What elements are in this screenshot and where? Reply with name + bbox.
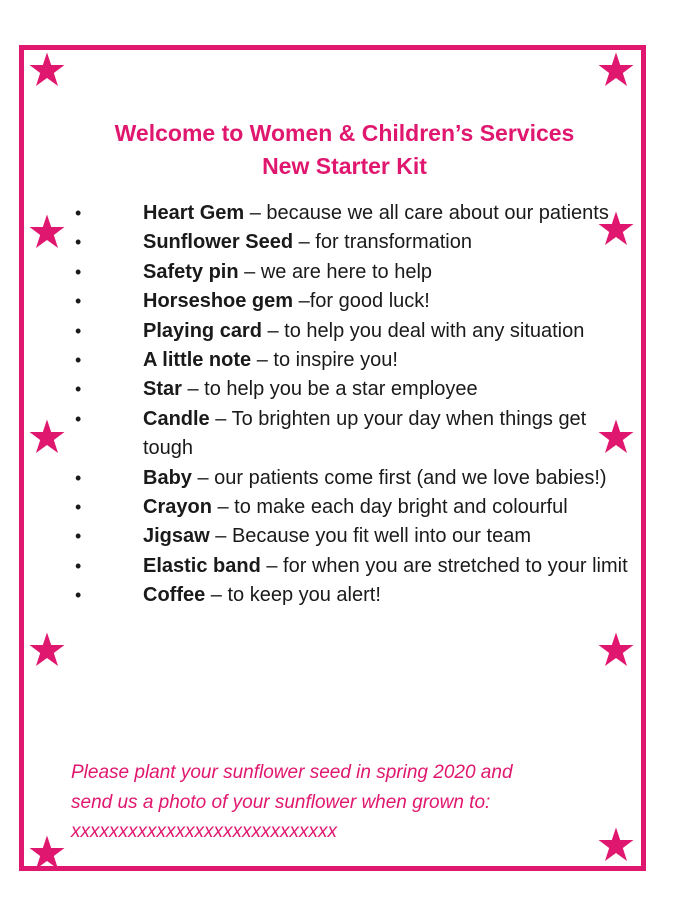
item-description: – for when you are stretched to your limit: [260, 554, 628, 577]
list-item: [70, 317, 630, 346]
star-icon: [28, 834, 66, 872]
item-description: – To brighten up your day when things get tough: [143, 407, 587, 460]
star-icon: [28, 51, 66, 89]
star-icon: [597, 631, 635, 669]
title-line-1: Welcome to Women & Children’s Services: [114, 120, 575, 146]
bullet-icon: •: [75, 408, 82, 429]
bullet-icon: •: [75, 320, 82, 341]
list-item: [70, 228, 630, 257]
list-item: [70, 258, 630, 287]
note-line-2: send us a photo of your sunflower when grown to:: [71, 791, 491, 813]
item-name: Coffee: [143, 584, 206, 607]
page-title: [0, 117, 689, 183]
item-name: Elastic band: [143, 554, 261, 577]
item-description: – to help you be a star employee: [181, 378, 478, 401]
item-name: A little note: [143, 349, 252, 372]
item-name: Star: [143, 378, 182, 401]
item-description: – to help you deal with any situation: [261, 319, 585, 342]
bullet-icon: •: [75, 467, 82, 488]
item-description: – Because you fit well into our team: [209, 525, 531, 548]
list-item: [70, 405, 630, 464]
item-name: Playing card: [143, 319, 262, 342]
star-icon: [597, 51, 635, 89]
list-item: [70, 375, 630, 404]
item-description: – we are here to help: [238, 260, 433, 283]
bullet-icon: •: [75, 526, 82, 547]
kit-item-list: [70, 199, 630, 611]
item-name: Heart Gem: [143, 202, 245, 224]
item-name: Sunflower Seed: [143, 231, 294, 254]
item-name: Candle: [143, 407, 210, 430]
list-item: [70, 464, 630, 493]
item-description: – to inspire you!: [251, 349, 398, 372]
bullet-icon: •: [75, 379, 82, 400]
list-item: [70, 552, 630, 581]
item-description: – for transformation: [293, 231, 472, 254]
list-item: [70, 493, 630, 522]
item-name: Baby: [143, 466, 192, 489]
list-item: [70, 581, 630, 610]
bullet-icon: •: [75, 497, 82, 518]
list-item: [70, 346, 630, 375]
bullet-icon: •: [75, 203, 82, 223]
star-icon: [28, 213, 66, 251]
star-icon: [28, 418, 66, 456]
item-description: – because we all care about our patients: [244, 202, 609, 224]
bullet-icon: •: [75, 261, 82, 282]
sunflower-note: [71, 758, 631, 847]
note-line-1: Please plant your sunflower seed in spring 2020 and: [71, 762, 513, 783]
bullet-icon: •: [75, 291, 82, 312]
item-name: Horseshoe gem: [143, 290, 294, 313]
star-icon: [28, 631, 66, 669]
item-name: Crayon: [143, 496, 212, 519]
bullet-icon: •: [75, 555, 82, 576]
list-item: [70, 199, 630, 228]
title-line-2: New Starter Kit: [262, 153, 427, 179]
bullet-icon: •: [75, 232, 82, 253]
item-description: – our patients come first (and we love babies!): [191, 466, 607, 489]
bullet-icon: •: [75, 350, 82, 371]
list-item: [70, 287, 630, 316]
list-item: [70, 522, 630, 551]
item-description: – to make each day bright and colourful: [211, 496, 568, 519]
item-description: – to keep you alert!: [205, 584, 381, 607]
note-address-placeholder: xxxxxxxxxxxxxxxxxxxxxxxxxxxx: [71, 821, 337, 842]
item-description: –for good luck!: [293, 290, 430, 313]
item-name: Safety pin: [143, 260, 239, 283]
bullet-icon: •: [75, 585, 82, 606]
item-name: Jigsaw: [143, 525, 210, 548]
